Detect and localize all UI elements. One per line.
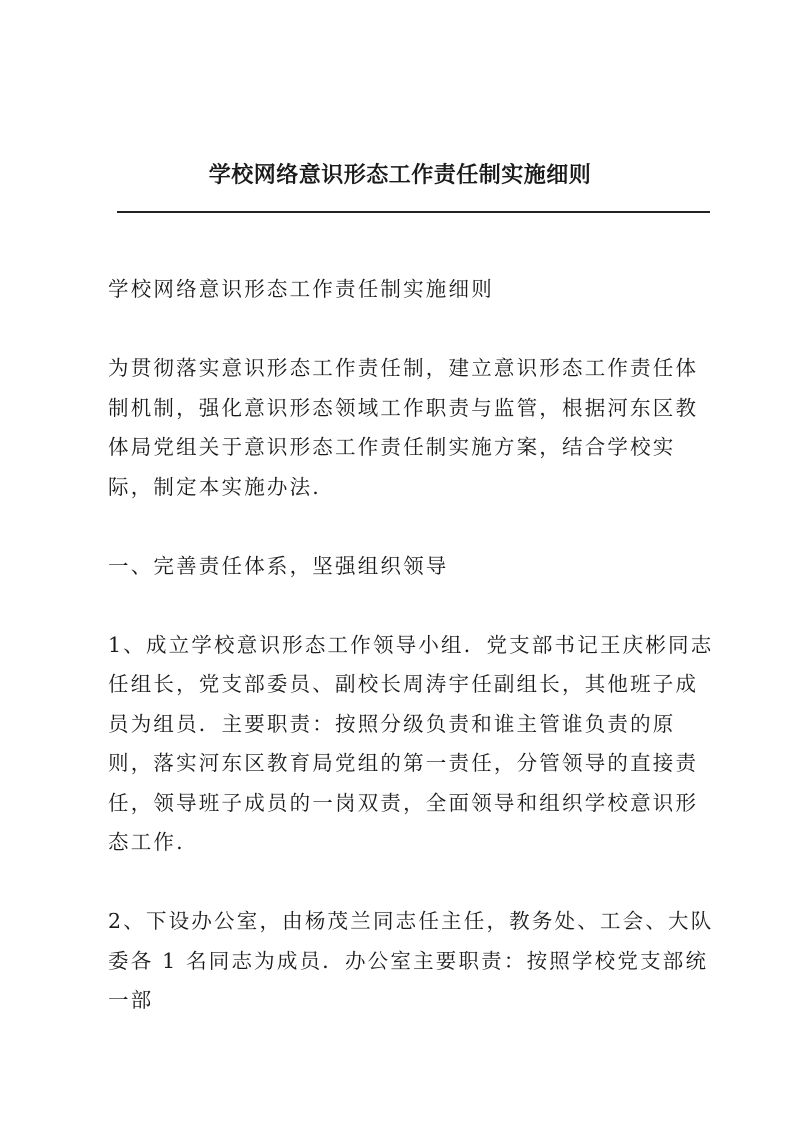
section-heading-1: 一、完善责任体系，坚强组织领导 (108, 553, 449, 578)
paragraph-subtitle: 学校网络意识形态工作责任制实施细则 (108, 277, 494, 301)
paragraph-item-1: 1、成立学校意识形态工作领导小组．党支部书记王庆彬同志任组长，党支部委员、副校长周涛宇任副组长，其他班子成员为组员．主要职责：按照分级负责和谁主管谁负责的原则，落实河东区教育局党组的第一责任，分管领导的直接责任，领导班子成员的一岗双责，全面领导和组织学校意识形态工作. (108, 632, 714, 854)
paragraph-item-2: 2、下设办公室，由杨茂兰同志任主任，教务处、工会、大队委各 1 名同志为成员．办公室主要职责：按照学校党支部统一部 (108, 909, 714, 1012)
document-title: 学校网络意识形态工作责任制实施细则 (208, 162, 592, 188)
title-underline (117, 211, 710, 213)
document-body (108, 270, 714, 1060)
paragraph-intro: 为贯彻落实意识形态工作责任制，建立意识形态工作责任体制机制，强化意识形态领域工作职责与监管，根据河东区教体局党组关于意识形态工作责任制实施方案，结合学校实际，制定本实施办法. (108, 356, 699, 499)
